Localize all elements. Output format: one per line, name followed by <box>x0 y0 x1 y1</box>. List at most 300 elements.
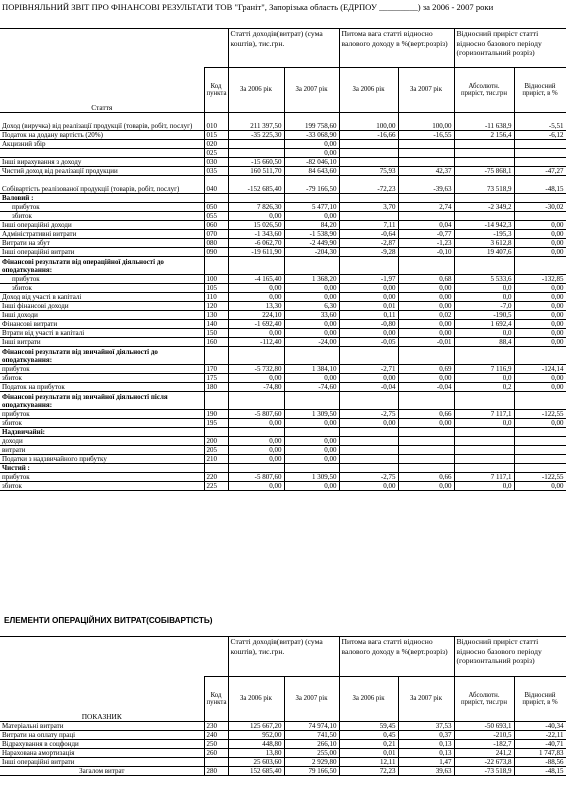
share-2006: 100,00 <box>339 113 398 131</box>
row-label: Матеріальні витрати <box>0 722 204 731</box>
row-code: 195 <box>204 419 228 428</box>
absolute-growth <box>454 194 514 203</box>
share-2006: -1,97 <box>339 275 398 284</box>
row-code: 025 <box>204 149 228 158</box>
table-row <box>0 212 566 221</box>
table-row <box>0 464 566 473</box>
relative-growth <box>514 437 566 446</box>
value-2007: 1 309,50 <box>284 410 339 419</box>
share-2006: 0,00 <box>339 329 398 338</box>
share-2006 <box>339 437 398 446</box>
header-blank <box>204 29 228 68</box>
header-code: Код пункта <box>204 68 228 113</box>
value-2006: -15 660,50 <box>228 158 284 167</box>
value-2006: 952,00 <box>228 731 284 740</box>
share-2006: 0,00 <box>339 284 398 293</box>
relative-growth: 0,00 <box>514 248 566 257</box>
relative-growth: 0,00 <box>514 221 566 230</box>
share-2006 <box>339 428 398 437</box>
table-row <box>0 446 566 455</box>
relative-growth: -40,34 <box>514 722 566 731</box>
header-2006: За 2006 рік <box>228 68 284 113</box>
header-relative-growth: Відносний приріст, в % <box>514 677 566 722</box>
share-2007: 100,00 <box>398 113 454 131</box>
share-2007 <box>398 446 454 455</box>
absolute-growth: -7,0 <box>454 302 514 311</box>
relative-growth: 0,00 <box>514 482 566 491</box>
value-2007: -2 449,90 <box>284 239 339 248</box>
row-code: 230 <box>204 722 228 731</box>
share-2007: 0,37 <box>398 731 454 740</box>
value-2006: 0,00 <box>228 419 284 428</box>
table-row <box>0 194 566 203</box>
share-2006: 0,11 <box>339 311 398 320</box>
row-code <box>204 347 228 365</box>
row-label: збиток <box>0 482 204 491</box>
row-label: збиток <box>0 374 204 383</box>
table-row <box>0 473 566 482</box>
value-2006: 13,30 <box>228 302 284 311</box>
row-code: 170 <box>204 365 228 374</box>
share-2006: -0,05 <box>339 338 398 347</box>
share-2006: 0,00 <box>339 419 398 428</box>
row-code: 120 <box>204 302 228 311</box>
row-code: 205 <box>204 446 228 455</box>
value-2006 <box>228 149 284 158</box>
row-label: збиток <box>0 212 204 221</box>
absolute-growth: 73 518,9 <box>454 176 514 194</box>
absolute-growth: 0,2 <box>454 383 514 392</box>
relative-growth <box>514 158 566 167</box>
relative-growth: 0,00 <box>514 230 566 239</box>
relative-growth: 0,00 <box>514 284 566 293</box>
share-2007: 0,69 <box>398 365 454 374</box>
absolute-growth: 19 407,6 <box>454 248 514 257</box>
financial-results-table <box>0 28 566 491</box>
absolute-growth: 0,0 <box>454 329 514 338</box>
value-2006: -35 225,30 <box>228 131 284 140</box>
value-2006: 0,00 <box>228 212 284 221</box>
value-2007: 0,00 <box>284 455 339 464</box>
row-label: Адміністративні витрати <box>0 230 204 239</box>
row-label: Фінансові результати від операційної діяльності до оподаткування: <box>0 257 204 275</box>
table-row <box>0 203 566 212</box>
row-code: 060 <box>204 221 228 230</box>
row-code <box>204 392 228 410</box>
relative-growth <box>514 446 566 455</box>
value-2006: 0,00 <box>228 284 284 293</box>
relative-growth: -48,15 <box>514 767 566 776</box>
share-2007: 0,00 <box>398 482 454 491</box>
value-2006: -1 692,40 <box>228 320 284 329</box>
share-2007: 39,63 <box>398 767 454 776</box>
value-2006: 211 397,50 <box>228 113 284 131</box>
table-row <box>0 284 566 293</box>
value-2007: 199 758,60 <box>284 113 339 131</box>
share-2006 <box>339 140 398 149</box>
row-code: 210 <box>204 455 228 464</box>
table-row <box>0 758 566 767</box>
table-row <box>0 767 566 776</box>
value-2007: 0,00 <box>284 140 339 149</box>
share-2007: 0,00 <box>398 320 454 329</box>
absolute-growth <box>454 149 514 158</box>
row-label: Витрати на збут <box>0 239 204 248</box>
value-2007: 74 974,10 <box>284 722 339 731</box>
value-2006: -5 732,80 <box>228 365 284 374</box>
header-blank <box>0 29 204 68</box>
share-2006: 59,45 <box>339 722 398 731</box>
header-share-2006: За 2006 рік <box>339 68 398 113</box>
absolute-growth: -210,5 <box>454 731 514 740</box>
row-label: Валовий : <box>0 194 204 203</box>
table-row <box>0 248 566 257</box>
row-code: 130 <box>204 311 228 320</box>
absolute-growth: 2 156,4 <box>454 131 514 140</box>
row-label: прибуток <box>0 275 204 284</box>
absolute-growth <box>454 464 514 473</box>
value-2007: 0,00 <box>284 149 339 158</box>
share-2006: 0,00 <box>339 482 398 491</box>
absolute-growth: 7 117,1 <box>454 473 514 482</box>
share-2006: -0,64 <box>339 230 398 239</box>
relative-growth: 0,00 <box>514 311 566 320</box>
share-2007: 0,66 <box>398 473 454 482</box>
absolute-growth: 7 116,9 <box>454 365 514 374</box>
value-2007: -1 538,90 <box>284 230 339 239</box>
table-row <box>0 140 566 149</box>
absolute-growth: 7 117,1 <box>454 410 514 419</box>
value-2007: 0,00 <box>284 437 339 446</box>
table-row <box>0 437 566 446</box>
row-code: 030 <box>204 158 228 167</box>
value-2006: -19 611,90 <box>228 248 284 257</box>
value-2007 <box>284 347 339 365</box>
value-2007: 0,00 <box>284 374 339 383</box>
value-2006: -4 165,40 <box>228 275 284 284</box>
row-label: Витрати на оплату праці <box>0 731 204 740</box>
share-2007: 0,66 <box>398 410 454 419</box>
share-2006: -16,66 <box>339 131 398 140</box>
share-2006 <box>339 194 398 203</box>
value-2007 <box>284 257 339 275</box>
share-2007: 37,53 <box>398 722 454 731</box>
value-2006: 0,00 <box>228 293 284 302</box>
value-2007 <box>284 464 339 473</box>
share-2006 <box>339 212 398 221</box>
value-2006: 152 685,40 <box>228 767 284 776</box>
value-2006: 13,80 <box>228 749 284 758</box>
share-2007: 0,00 <box>398 302 454 311</box>
value-2007: 741,50 <box>284 731 339 740</box>
value-2006: 7 826,30 <box>228 203 284 212</box>
absolute-growth: -75 868,1 <box>454 167 514 176</box>
relative-growth: -6,12 <box>514 131 566 140</box>
absolute-growth: 241,2 <box>454 749 514 758</box>
share-2007 <box>398 455 454 464</box>
share-2007 <box>398 437 454 446</box>
row-code <box>204 194 228 203</box>
relative-growth <box>514 149 566 158</box>
header-share-2007: За 2007 рік <box>398 68 454 113</box>
row-code: 040 <box>204 176 228 194</box>
share-2006 <box>339 257 398 275</box>
row-label: прибуток <box>0 410 204 419</box>
row-code: 105 <box>204 284 228 293</box>
share-2006: 12,11 <box>339 758 398 767</box>
table-row <box>0 410 566 419</box>
value-2006 <box>228 194 284 203</box>
row-code <box>204 758 228 767</box>
header-horizontal-growth: Відносний приріст статті відносно базового періоду (горизонтальний розріз) <box>454 637 566 677</box>
share-2007 <box>398 392 454 410</box>
share-2007: 0,00 <box>398 374 454 383</box>
share-2007 <box>398 347 454 365</box>
share-2006: -0,80 <box>339 320 398 329</box>
value-2006 <box>228 428 284 437</box>
value-2007: 33,60 <box>284 311 339 320</box>
row-label: збиток <box>0 419 204 428</box>
row-label: Надзвичайні: <box>0 428 204 437</box>
share-2006 <box>339 149 398 158</box>
absolute-growth: 1 692,4 <box>454 320 514 329</box>
table-row <box>0 158 566 167</box>
row-label: Чистий : <box>0 464 204 473</box>
row-code: 070 <box>204 230 228 239</box>
row-label: Податок на додану вартість (20%) <box>0 131 204 140</box>
row-label: Загалом витрат <box>0 767 204 776</box>
relative-growth: -22,11 <box>514 731 566 740</box>
row-label: Відрахування в соцфонди <box>0 740 204 749</box>
share-2006: -72,23 <box>339 176 398 194</box>
share-2006 <box>339 455 398 464</box>
row-label <box>0 149 204 158</box>
value-2006: 15 026,50 <box>228 221 284 230</box>
relative-growth <box>514 392 566 410</box>
value-2007: 84 643,60 <box>284 167 339 176</box>
row-code: 260 <box>204 749 228 758</box>
share-2007 <box>398 194 454 203</box>
share-2006: -9,28 <box>339 248 398 257</box>
relative-growth <box>514 455 566 464</box>
absolute-growth <box>454 212 514 221</box>
table-row <box>0 113 566 131</box>
share-2007 <box>398 428 454 437</box>
value-2007: -24,00 <box>284 338 339 347</box>
value-2007: 2 929,80 <box>284 758 339 767</box>
absolute-growth: -50 693,1 <box>454 722 514 731</box>
row-code: 050 <box>204 203 228 212</box>
value-2006: -5 807,60 <box>228 473 284 482</box>
value-2006 <box>228 392 284 410</box>
value-2006: 448,80 <box>228 740 284 749</box>
table-row <box>0 419 566 428</box>
row-code: 240 <box>204 731 228 740</box>
row-label: Нарахована амортизація <box>0 749 204 758</box>
value-2007: 84,20 <box>284 221 339 230</box>
row-code <box>204 428 228 437</box>
row-code: 010 <box>204 113 228 131</box>
share-2007: 0,00 <box>398 419 454 428</box>
relative-growth <box>514 464 566 473</box>
value-2006: 25 603,60 <box>228 758 284 767</box>
share-2006: -2,75 <box>339 473 398 482</box>
header-blank <box>204 637 228 677</box>
value-2006: -74,80 <box>228 383 284 392</box>
relative-growth: 0,00 <box>514 383 566 392</box>
row-code: 020 <box>204 140 228 149</box>
row-label: Фінансові результати від звичайної діяльності після оподаткування: <box>0 392 204 410</box>
header-vertical-share: Питома вага статті відносно валового доходу в %(верт.розріз) <box>339 637 454 677</box>
share-2007: 1,47 <box>398 758 454 767</box>
absolute-growth: 0,0 <box>454 284 514 293</box>
row-code: 055 <box>204 212 228 221</box>
absolute-growth: 3 612,8 <box>454 239 514 248</box>
row-label: прибуток <box>0 473 204 482</box>
value-2006: 0,00 <box>228 374 284 383</box>
share-2007: -0,01 <box>398 338 454 347</box>
share-2006: 7,11 <box>339 221 398 230</box>
relative-growth <box>514 428 566 437</box>
share-2007: 0,00 <box>398 329 454 338</box>
header-2007: За 2007 рік <box>284 68 339 113</box>
share-2006 <box>339 158 398 167</box>
absolute-growth: -182,7 <box>454 740 514 749</box>
value-2006: -6 062,70 <box>228 239 284 248</box>
share-2006: 0,45 <box>339 731 398 740</box>
relative-growth <box>514 257 566 275</box>
row-label: Інші операційні витрати <box>0 758 204 767</box>
relative-growth: -88,56 <box>514 758 566 767</box>
relative-growth <box>514 347 566 365</box>
value-2006: -5 807,60 <box>228 410 284 419</box>
value-2007 <box>284 392 339 410</box>
share-2007: 0,68 <box>398 275 454 284</box>
table-row <box>0 392 566 410</box>
row-code: 160 <box>204 338 228 347</box>
row-label: доходи <box>0 437 204 446</box>
table-row <box>0 320 566 329</box>
share-2007: -0,77 <box>398 230 454 239</box>
row-label: Фінансові результати від звичайної діяльності до оподаткування: <box>0 347 204 365</box>
row-label: Собівартість реалізованої продукції (товарів, робіт, послуг) <box>0 176 204 194</box>
relative-growth: 0,00 <box>514 302 566 311</box>
absolute-growth <box>454 347 514 365</box>
share-2006: 0,01 <box>339 749 398 758</box>
share-2006 <box>339 347 398 365</box>
row-label: прибуток <box>0 203 204 212</box>
header-amount: Статті доходів(витрат) (сума коштів), тис.грн. <box>228 29 339 68</box>
relative-growth: -48,15 <box>514 176 566 194</box>
table-row <box>0 749 566 758</box>
table-row <box>0 176 566 194</box>
table-row <box>0 275 566 284</box>
value-2007 <box>284 194 339 203</box>
section-title-operating-costs: ЕЛЕМЕНТИ ОПЕРАЦІЙНИХ ВИТРАТ(СОБІВАРТІСТЬ) <box>4 616 213 625</box>
row-code <box>204 464 228 473</box>
table-row <box>0 149 566 158</box>
row-code: 175 <box>204 374 228 383</box>
value-2006 <box>228 257 284 275</box>
relative-growth: -40,71 <box>514 740 566 749</box>
table-row <box>0 239 566 248</box>
share-2006 <box>339 392 398 410</box>
value-2006: 0,00 <box>228 437 284 446</box>
table-row <box>0 365 566 374</box>
absolute-growth: -11 638,9 <box>454 113 514 131</box>
value-2007: 1 368,20 <box>284 275 339 284</box>
share-2006 <box>339 446 398 455</box>
table-row <box>0 731 566 740</box>
value-2006: 0,00 <box>228 446 284 455</box>
table-row <box>0 722 566 731</box>
row-label: Інші операційні доходи <box>0 221 204 230</box>
row-code: 150 <box>204 329 228 338</box>
relative-growth: -122,55 <box>514 410 566 419</box>
absolute-growth <box>454 437 514 446</box>
share-2006: 0,00 <box>339 293 398 302</box>
row-code: 200 <box>204 437 228 446</box>
header-2006: За 2006 рік <box>228 677 284 722</box>
value-2006 <box>228 140 284 149</box>
share-2006: 0,00 <box>339 374 398 383</box>
header-horizontal-growth: Відносний приріст статті відносно базового періоду (горизонтальний розріз) <box>454 29 566 68</box>
value-2007 <box>284 428 339 437</box>
row-code: 015 <box>204 131 228 140</box>
value-2007: 79 166,50 <box>284 767 339 776</box>
value-2007: 1 309,50 <box>284 473 339 482</box>
absolute-growth: -195,3 <box>454 230 514 239</box>
row-label: Фінансові витрати <box>0 320 204 329</box>
value-2007: -74,60 <box>284 383 339 392</box>
value-2006: 125 667,20 <box>228 722 284 731</box>
share-2007: 0,00 <box>398 293 454 302</box>
value-2007: 0,00 <box>284 446 339 455</box>
value-2006 <box>228 347 284 365</box>
share-2007 <box>398 257 454 275</box>
share-2006: 75,93 <box>339 167 398 176</box>
value-2006: 0,00 <box>228 482 284 491</box>
row-code: 220 <box>204 473 228 482</box>
absolute-growth: -190,5 <box>454 311 514 320</box>
table-row <box>0 383 566 392</box>
header-code: Код пункта <box>204 677 228 722</box>
row-label: витрати <box>0 446 204 455</box>
absolute-growth: 0,0 <box>454 419 514 428</box>
table-row <box>0 302 566 311</box>
share-2006: -0,04 <box>339 383 398 392</box>
relative-growth: -30,02 <box>514 203 566 212</box>
value-2007: 0,00 <box>284 329 339 338</box>
share-2006 <box>339 464 398 473</box>
relative-growth: 0,00 <box>514 338 566 347</box>
value-2007: 5 477,10 <box>284 203 339 212</box>
row-label: Інші фінансові доходи <box>0 302 204 311</box>
relative-growth: 0,00 <box>514 320 566 329</box>
table-row <box>0 221 566 230</box>
share-2007 <box>398 140 454 149</box>
share-2007 <box>398 149 454 158</box>
relative-growth: 0,00 <box>514 329 566 338</box>
share-2007: -16,55 <box>398 131 454 140</box>
value-2007: 0,00 <box>284 482 339 491</box>
value-2007: 0,00 <box>284 419 339 428</box>
absolute-growth <box>454 392 514 410</box>
header-vertical-share: Питома вага статті відносно валового доходу в %(верт.розріз) <box>339 29 454 68</box>
row-label: збиток <box>0 284 204 293</box>
report-title: ПОРІВНЯЛЬНИЙ ЗВІТ ПРО ФІНАНСОВІ РЕЗУЛЬТАТИ ТОВ "Граніт", Запорізька область (ЕДРПОУ _________) за 2006 - 2007 роки <box>2 2 494 12</box>
table-row <box>0 347 566 365</box>
